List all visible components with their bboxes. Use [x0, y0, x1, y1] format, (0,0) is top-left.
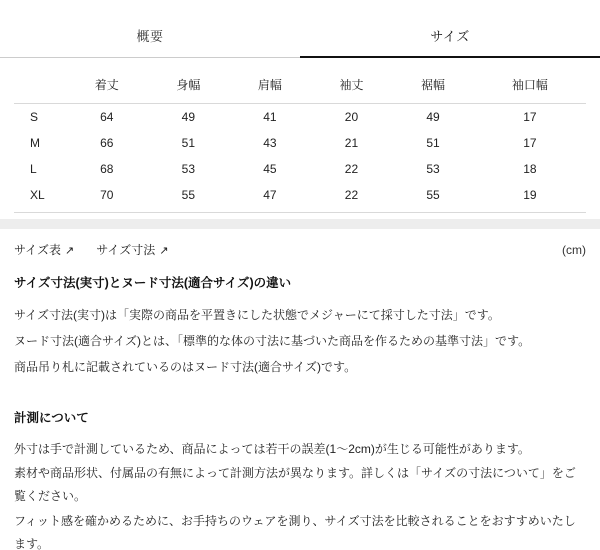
unit-label: (cm) — [562, 242, 586, 257]
cell-s-mihaba: 49 — [181, 110, 196, 124]
cell-s-susohaba: 49 — [426, 110, 440, 124]
external-link-arrow-icon: ↗ — [159, 245, 169, 257]
cell-xl-susohaba: 55 — [426, 188, 440, 202]
size-table-wrap — [0, 58, 600, 208]
size-table — [14, 58, 586, 208]
section-measurement-para-3: フィット感を確かめるために、お手持ちのウェアを測り、サイズ寸法を比較されることをおすすめいたします。 — [14, 513, 576, 550]
size-chart-link[interactable] — [14, 241, 74, 258]
tab-size-label: サイズ — [430, 29, 470, 44]
cell-xl-mihaba: 55 — [181, 188, 196, 202]
cell-xl-sodetake: 22 — [344, 188, 359, 202]
section-measurement-para-2: 素材や商品形状、付属品の有無によって計測方法が異なります。詳しくは「サイズの寸法について」をご覧ください。 — [14, 466, 576, 504]
section-difference-para-1: サイズ寸法(実寸)は「実際の商品を平置きにした状態でメジャーにて採寸した寸法」です。 — [14, 307, 500, 322]
table-row — [14, 130, 586, 156]
cell-s-sodetake: 20 — [344, 110, 359, 124]
section-difference-para-2: ヌード寸法(適合サイズ)とは、「標準的な体の寸法に基づいた商品を作るための基準寸法」です。 — [14, 333, 531, 348]
cell-m-sodeguchihaba: 17 — [523, 136, 537, 150]
cell-m-katahaba: 43 — [263, 136, 277, 150]
size-table-header-row — [14, 58, 586, 104]
tab-bar — [0, 18, 600, 58]
table-row — [14, 156, 586, 182]
size-measure-link[interactable] — [96, 241, 168, 258]
table-bottom-divider — [14, 212, 586, 213]
row-label-s: S — [30, 110, 39, 124]
section-heading-measurement: 計測について — [14, 410, 89, 425]
section-heading-difference: サイズ寸法(実寸)とヌード寸法(適合サイズ)の違い — [14, 276, 292, 290]
cell-xl-kitake: 70 — [100, 188, 114, 202]
column-header-sodetake: 袖丈 — [339, 78, 364, 92]
row-label-xl: XL — [30, 188, 45, 202]
cell-m-mihaba: 51 — [181, 136, 196, 150]
cell-l-kitake: 68 — [100, 162, 114, 176]
section-spacer — [14, 381, 586, 395]
cell-m-sodetake: 21 — [344, 136, 359, 150]
size-table-corner — [14, 58, 66, 104]
table-row — [14, 104, 586, 131]
column-header-mihaba: 身幅 — [176, 78, 201, 92]
size-table-head — [14, 58, 586, 104]
cell-l-mihaba: 53 — [181, 162, 196, 176]
tab-overview-label: 概要 — [136, 29, 164, 44]
info-content — [0, 274, 600, 550]
links-row — [0, 229, 600, 258]
row-label-l: L — [30, 162, 37, 176]
cell-m-kitake: 66 — [100, 136, 114, 150]
column-header-sodeguchihaba: 袖口幅 — [511, 78, 548, 92]
tab-overview[interactable] — [0, 18, 300, 58]
table-row — [14, 182, 586, 208]
section-difference-para-3: 商品吊り札に記載されているのはヌード寸法(適合サイズ)です。 — [14, 359, 357, 374]
column-header-katahaba: 肩幅 — [257, 78, 282, 92]
cell-s-sodeguchihaba: 17 — [523, 110, 537, 124]
cell-l-katahaba: 45 — [263, 162, 277, 176]
cell-xl-katahaba: 47 — [263, 188, 277, 202]
external-link-arrow-icon: ↗ — [65, 245, 75, 257]
cell-l-sodetake: 22 — [344, 162, 359, 176]
cell-xl-sodeguchihaba: 19 — [523, 188, 537, 202]
row-label-m: M — [30, 136, 40, 150]
cell-l-sodeguchihaba: 18 — [523, 162, 537, 176]
cell-l-susohaba: 53 — [426, 162, 440, 176]
section-measurement-para-1: 外寸は手で計測しているため、商品によっては若干の誤差(1〜2cm)が生じる可能性があります。 — [14, 441, 530, 456]
cell-m-susohaba: 51 — [426, 136, 440, 150]
column-header-kitake: 着丈 — [94, 78, 119, 92]
grey-divider-band — [0, 219, 600, 229]
cell-s-kitake: 64 — [100, 110, 114, 124]
cell-s-katahaba: 41 — [263, 110, 277, 124]
size-measure-link-label: サイズ寸法 — [96, 243, 156, 257]
size-chart-link-label: サイズ表 — [14, 243, 62, 257]
size-table-body — [14, 104, 586, 209]
column-header-susohaba: 裾幅 — [421, 78, 446, 92]
tab-size[interactable] — [300, 18, 600, 58]
